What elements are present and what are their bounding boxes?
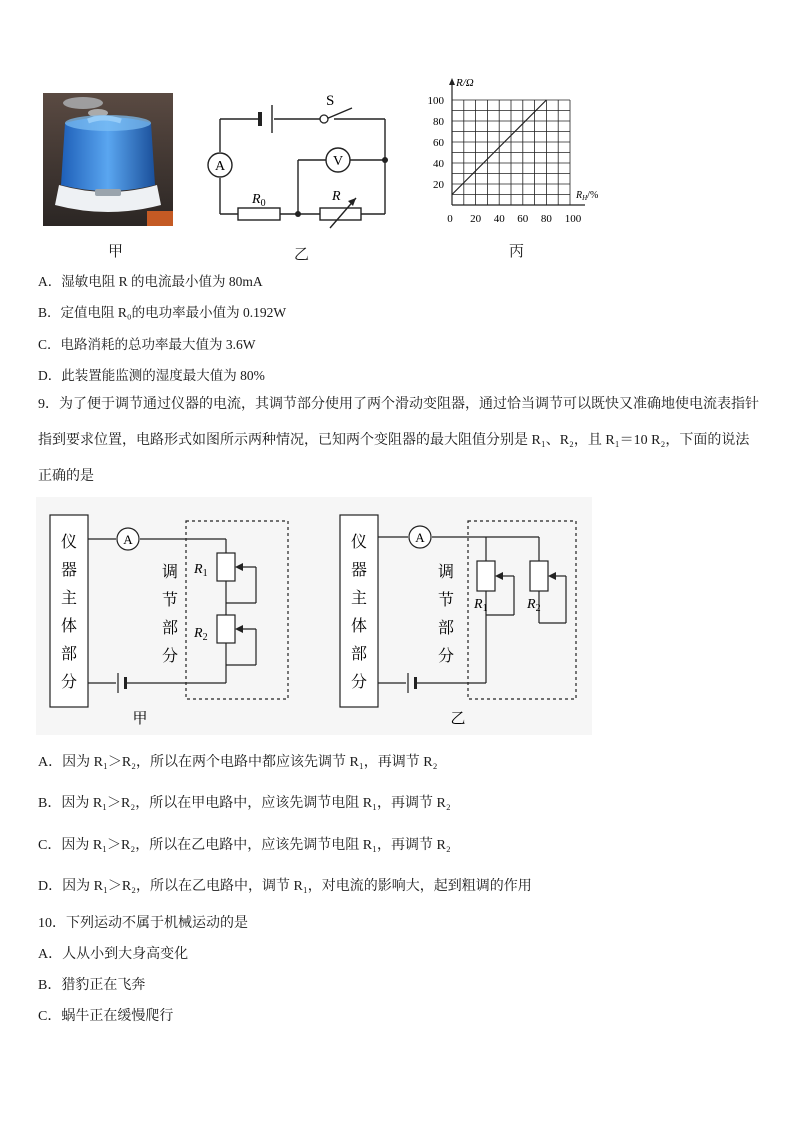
q9-option-d: D．因为 R₁＞R₂，所以在乙电路中，调节 R₁，对电流的影响大，起到粗调的作用	[38, 879, 532, 894]
svg-text:仪: 仪	[60, 534, 78, 551]
svg-text:分: 分	[350, 674, 368, 691]
q9-option-c: C．因为 R₁＞R₂，所以在乙电路中，应该先调节电阻 R₁，再调节 R₂	[38, 838, 451, 853]
ytick-40: 40	[433, 158, 444, 170]
svg-text:主: 主	[60, 590, 78, 607]
q9-yi-adjust-part	[438, 563, 454, 665]
svg-text:部: 部	[437, 620, 455, 637]
xtick-100: 100	[564, 213, 582, 225]
svg-text:R1: $R_1$	[474, 597, 488, 614]
svg-text:R2: $R_2$	[194, 626, 208, 643]
r-label: R	[332, 189, 341, 204]
svg-text:器: 器	[60, 562, 78, 579]
q9-caption-jia: 甲	[132, 711, 148, 727]
svg-text:节: 节	[161, 592, 179, 609]
svg-text:部: 部	[350, 646, 368, 663]
xtick-60: 60	[517, 213, 529, 225]
svg-text:器: 器	[350, 562, 368, 579]
q10-stem: 10．下列运动不属于机械运动的是	[38, 916, 248, 931]
graph-xlabel-unit: /%	[587, 190, 599, 201]
svg-text:调: 调	[437, 564, 455, 581]
svg-text:R1: $R_1$	[194, 562, 208, 579]
q9-option-a: A．因为 R₁＞R₂，所以在两个电路中都应该先调节 R₁，再调节 R₂	[38, 755, 438, 770]
q8-option-c: C．电路消耗的总功率最大值为 3.6W	[38, 337, 256, 352]
q9-stem-line3: 正确的是	[38, 469, 94, 484]
q9-yi-r1: R	[474, 597, 483, 612]
q8-option-b: B．定值电阻 R₀的电功率最小值为 0.192W	[38, 305, 287, 320]
q8-option-d: D．此装置能监测的湿度最大值为 80%	[38, 368, 265, 383]
graph-xlabel-sub: H	[582, 194, 588, 202]
q8-option-a: A．湿敏电阻 R 的电流最小值为 80mA	[38, 274, 263, 289]
svg-text:体: 体	[350, 618, 368, 635]
svg-text:体: 体	[60, 618, 78, 635]
svg-text:节: 节	[437, 592, 455, 609]
switch-label-s: S	[326, 93, 335, 109]
q10-option-b: B．猎豹正在飞奔	[38, 978, 146, 993]
q9-stem-line2: 指到要求位置，电路形式如图所示两种情况，已知两个变阻器的最大阻值分别是 R₁、R₂，且 R₁＝10 R₂，下面的说法	[38, 433, 750, 448]
ytick-80: 80	[433, 116, 444, 128]
svg-text:RH/%	[575, 190, 598, 202]
q9-option-b: B．因为 R₁＞R₂，所以在甲电路中，应该先调节电阻 R₁，再调节 R₂	[38, 796, 451, 811]
q9-yi-r2: R	[527, 597, 536, 612]
svg-text:分: 分	[437, 648, 455, 665]
graph-xlabel-main: R	[576, 190, 583, 201]
caption-jia-top: 甲	[108, 244, 124, 260]
q9-jia-ammeter-label: A	[123, 532, 133, 547]
q9-jia-r1: R	[194, 562, 203, 577]
ytick-60: 60	[433, 137, 444, 149]
svg-text:部: 部	[60, 646, 78, 663]
svg-text:分: 分	[60, 674, 78, 691]
q10-option-c: C．蜗牛正在缓慢爬行	[38, 1009, 174, 1024]
circuit-diagram-yi	[200, 90, 400, 230]
xtick-40: 40	[493, 213, 505, 225]
svg-text:调: 调	[161, 564, 179, 581]
q9-caption-yi: 乙	[450, 711, 466, 727]
ammeter-label-a: A	[214, 159, 226, 174]
graph-ylabel: R/Ω	[456, 77, 474, 89]
caption-bing-top: 丙	[509, 244, 525, 260]
svg-text:分: 分	[161, 648, 179, 665]
q9-circuit-figure	[36, 497, 592, 735]
humidity-resistance-graph	[420, 72, 620, 242]
humidifier-photo	[43, 93, 173, 226]
svg-text:R2: $R_2$	[527, 597, 541, 614]
q10-option-a: A．人从小到大身高变化	[38, 947, 189, 962]
ytick-20: 20	[433, 179, 444, 191]
r0-label: R	[252, 192, 261, 207]
svg-text:部: 部	[161, 620, 179, 637]
q9-jia-adjust-part	[162, 563, 178, 665]
ytick-100: 100	[427, 95, 444, 107]
xtick-0: 0	[447, 213, 453, 225]
q9-yi-ammeter-label: A	[415, 530, 425, 545]
svg-text:R0	[251, 192, 266, 209]
voltmeter-label-v: V	[332, 154, 344, 169]
r0-sub: 0	[260, 198, 266, 209]
xtick-80: 80	[540, 213, 552, 225]
svg-text:主: 主	[350, 590, 368, 607]
q9-stem-line1: 9．为了便于调节通过仪器的电流，其调节部分使用了两个滑动变阻器，通过恰当调节可以既快又准确地使电流表指针	[38, 397, 759, 412]
svg-text:仪: 仪	[350, 534, 368, 551]
caption-yi-top: 乙	[294, 247, 310, 263]
q9-jia-r2: R	[194, 626, 203, 641]
xtick-20: 20	[470, 213, 482, 225]
